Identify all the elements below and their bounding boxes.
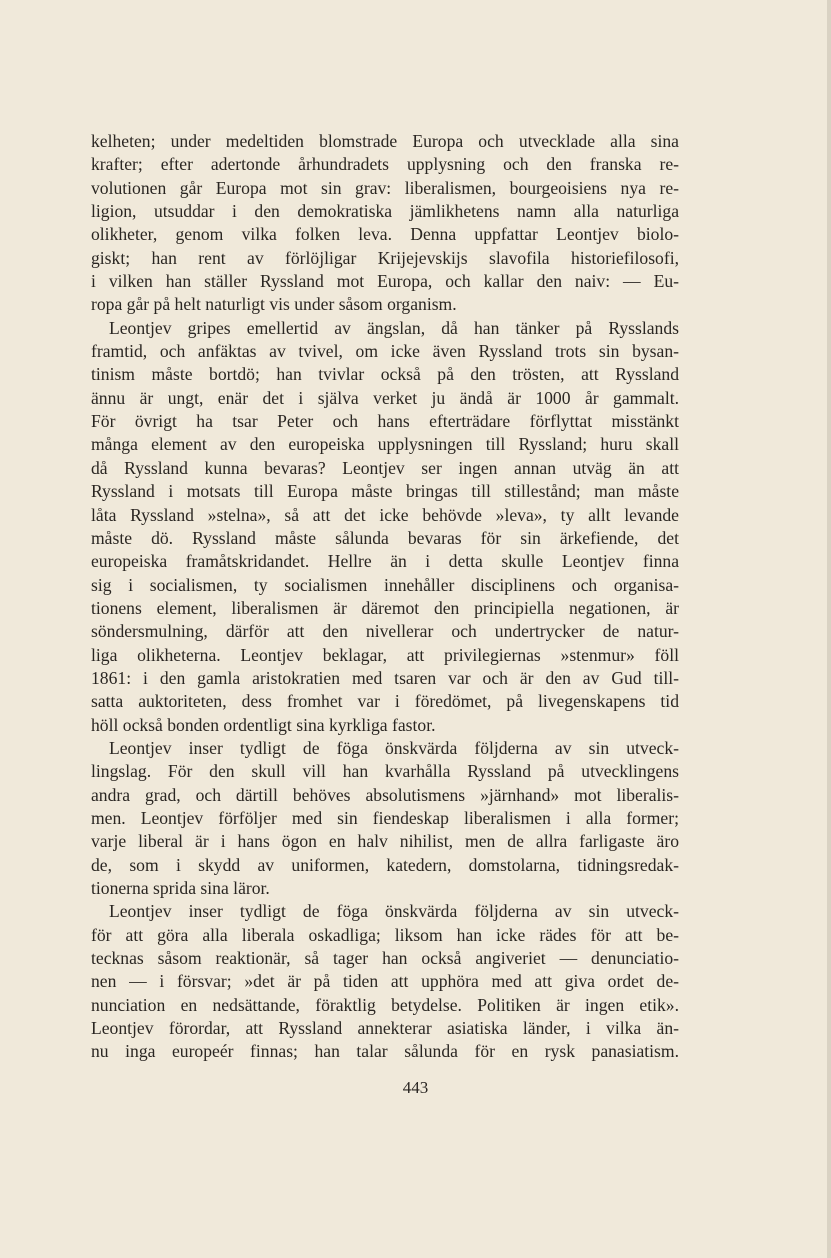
paragraph-3 xyxy=(91,737,679,900)
page-number: 443 xyxy=(402,1078,429,1097)
text-line: men. Leontjev förföljer med sin fiendeskap liberalismen i alla former; xyxy=(91,807,679,828)
text-line: olikheter, genom vilka folken leva. Denna uppfattar Leontjev biolo- xyxy=(91,224,679,245)
paragraph-1 xyxy=(91,130,679,317)
text-line: tecknas såsom reaktionär, så tager han också angiveriet — denunciatio- xyxy=(91,948,679,969)
text-line: andra grad, och därtill behöves absolutismens »järnhand» mot liberalis- xyxy=(91,784,679,805)
text-line: då Ryssland kunna bevaras? Leontjev ser ingen annan utväg än att xyxy=(91,457,679,478)
text-line: För övrigt ha tsar Peter och hans efterträdare förflyttat misstänkt xyxy=(91,411,679,432)
text-line: kelheten; under medeltiden blomstrade Europa och utvecklade alla sina xyxy=(91,131,679,151)
text-line: framtid, och anfäktas av tvivel, om icke även Ryssland trots sin bysan- xyxy=(91,341,679,362)
text-line: Leontjev förordar, att Ryssland annekterar asiatiska länder, i vilka än- xyxy=(91,1018,679,1039)
text-line: europeiska framåtskridandet. Hellre än i detta skulle Leontjev finna xyxy=(91,551,679,572)
paragraph-4 xyxy=(91,900,679,1063)
text-line: många element av den europeiska upplysningen till Ryssland; huru skall xyxy=(91,434,679,455)
text-line: volutionen går Europa mot sin grav: liberalismen, bourgeoisiens nya re- xyxy=(91,177,679,198)
text-line: i vilken han ställer Ryssland mot Europa, och kallar den naiv: — Eu- xyxy=(91,271,679,292)
text-line: nu inga europeér finnas; han talar sålunda för en rysk panasiatism. xyxy=(91,1041,679,1062)
text-line: 1861: i den gamla aristokratien med tsaren var och är den av Gud till- xyxy=(91,667,679,688)
text-line: låta Ryssland »stelna», så att det icke behövde »leva», ty allt levande xyxy=(91,504,679,525)
text-line: höll också bonden ordentligt sina kyrkliga fastor. xyxy=(91,714,436,735)
text-line: krafter; efter adertonde århundradets upplysning och den franska re- xyxy=(91,154,679,175)
text-line: måste dö. Ryssland måste sålunda bevaras för sin ärkefiende, det xyxy=(91,527,679,548)
text-line: de, som i skydd av uniformen, katedern, domstolarna, tidningsredak- xyxy=(91,854,679,875)
text-line: lingslag. För den skull vill han kvarhålla Ryssland på utvecklingens xyxy=(91,761,679,782)
text-line: Leontjev inser tydligt de föga önskvärda följderna av sin utveck- xyxy=(109,901,679,922)
text-line: nunciation en nedsättande, föraktlig betydelse. Politiken är ingen etik». xyxy=(91,994,679,1015)
text-line: ännu är ungt, enär det i själva verket ju ändå är 1000 år gammalt. xyxy=(91,387,679,408)
text-line: ropa går på helt naturligt vis under såsom organism. xyxy=(91,294,457,315)
text-line: tionerna sprida sina läror. xyxy=(91,878,270,898)
text-line: Leontjev gripes emellertid av ängslan, då han tänker på Rysslands xyxy=(109,317,679,338)
text-line: tionens element, liberalismen är däremot den principiella negationen, är xyxy=(91,597,679,618)
text-line: Ryssland i motsats till Europa måste bringas till stillestånd; man måste xyxy=(91,481,679,502)
paragraph-2 xyxy=(91,317,679,737)
text-line: ligion, utsuddar i den demokratiska jämlikhetens namn alla naturliga xyxy=(91,201,679,222)
text-line: varje liberal är i hans ögon en halv nihilist, men de allra farligaste äro xyxy=(91,831,679,852)
body-text xyxy=(91,130,679,1064)
page-edge xyxy=(827,0,831,1258)
text-line: satta auktoriteten, dess fromhet var i föredömet, på livegenskapens tid xyxy=(91,691,679,712)
text-line: söndersmulning, därför att den nivellerar och undertrycker de natur- xyxy=(91,621,679,642)
text-line: tinism måste bortdö; han tvivlar också på den trösten, att Ryssland xyxy=(91,364,679,385)
text-line: för att göra alla liberala oskadliga; liksom han icke rädes för att be- xyxy=(91,924,679,945)
text-line: liga olikheterna. Leontjev beklagar, att privilegiernas »stenmur» föll xyxy=(91,644,679,665)
text-line: nen — i försvar; »det är på tiden att upphöra med att giva ordet de- xyxy=(91,971,679,992)
text-line: giskt; han rent av förlöjligar Krijejevskijs slavofila historiefilosofi, xyxy=(91,247,679,268)
text-line: sig i socialismen, ty socialismen innehåller disciplinens och organisa- xyxy=(91,574,679,595)
text-line: Leontjev inser tydligt de föga önskvärda följderna av sin utveck- xyxy=(109,737,679,758)
